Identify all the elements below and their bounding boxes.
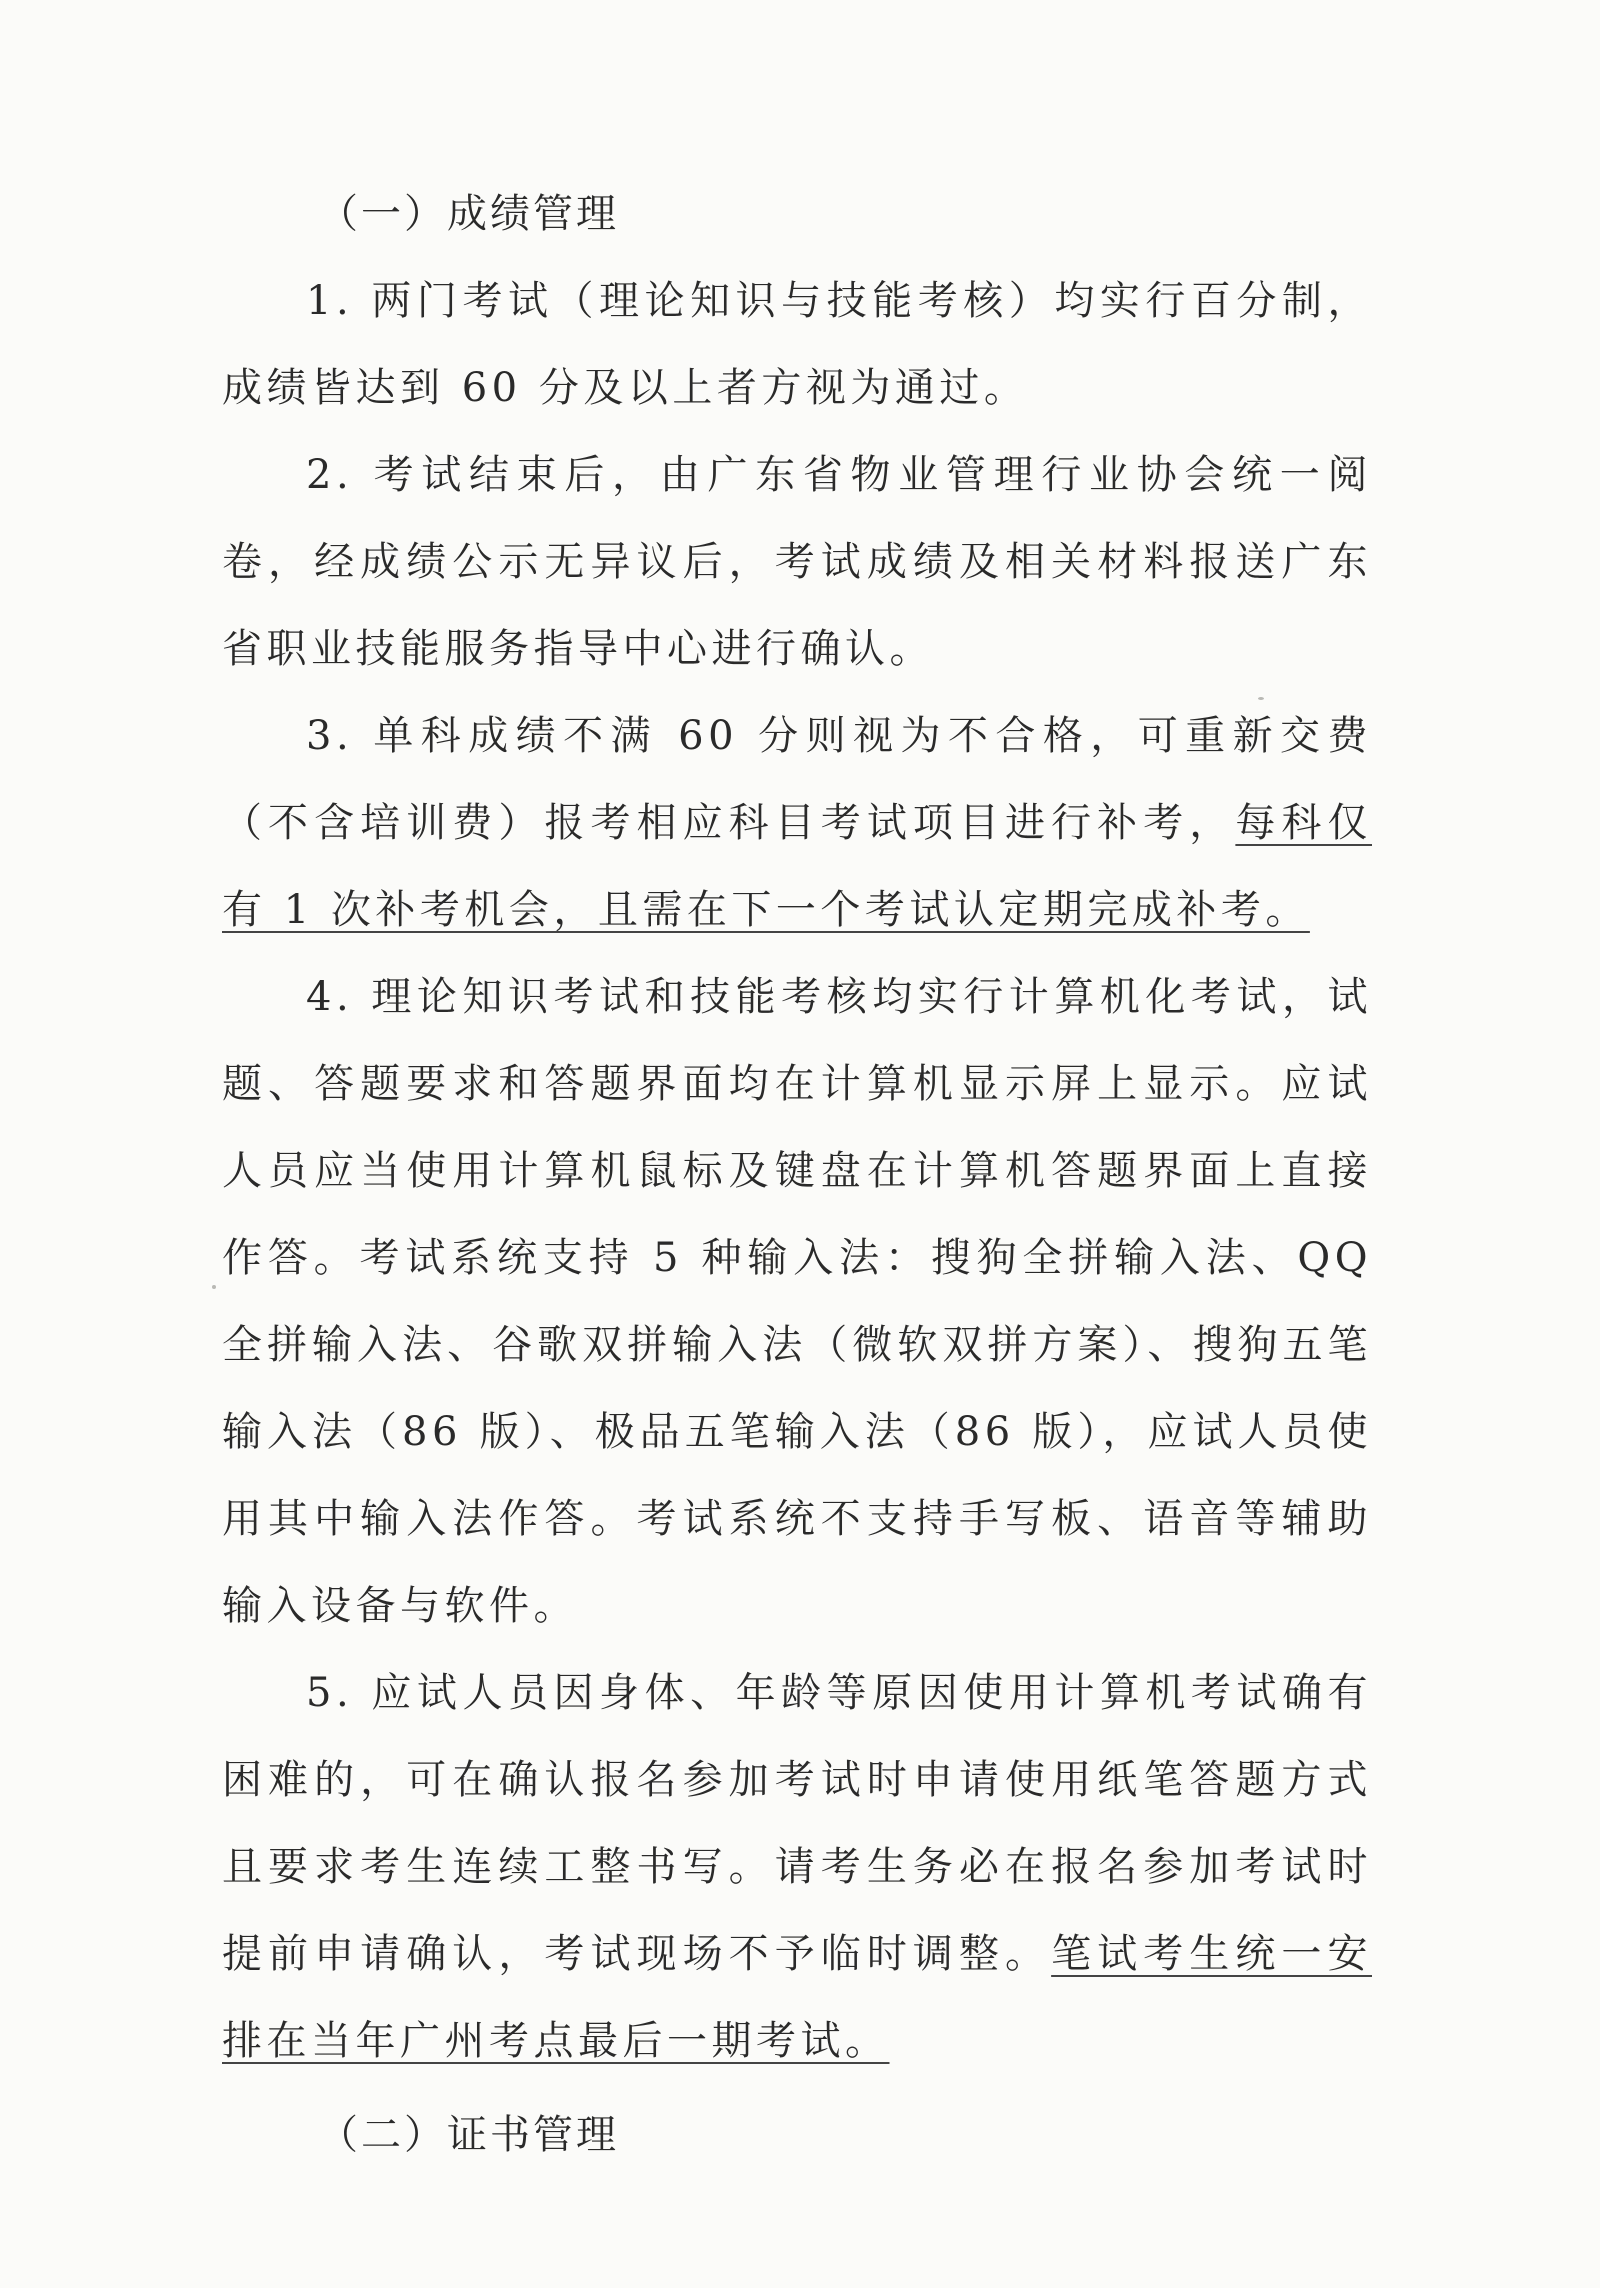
scan-speck [212,1285,216,1289]
section-title-certificate-management: （二）证书管理 [318,2112,619,2158]
scan-speck [1258,697,1264,700]
document-body [222,170,1372,2179]
paragraph-1-text: 1. 两门考试（理论知识与技能考核）均实行百分制，成绩皆达到 60 分及以上者方视为通过。 [222,278,1372,411]
paragraph-5 [222,1650,1372,2085]
paragraph-3-underlined-text: 每科仅有 1 次补考机会，且需在下一个考试认定期完成补考。 [222,800,1372,933]
paragraph-4-text: 4. 理论知识考试和技能考核均实行计算机化考试，试题、答题要求和答题界面均在计算机显示屏上显示。应试人员应当使用计算机鼠标及键盘在计算机答题界面上直接作答。考试系统支持 5 种输入法：搜狗全拼输入法、QQ 全拼输入法、谷歌双拼输入法（微软双拼方案）、搜狗五笔输入法（86 版）、极品五笔输入法（86 版），应试人员使用其中输入法作答。考试系统不支持手写板、语音等辅助输入设备与软件。 [222,974,1372,1629]
paragraph-4 [222,954,1372,1650]
paragraph-5-text: 5. 应试人员因身体、年龄等原因使用计算机考试确有困难的，可在确认报名参加考试时申请使用纸笔答题方式且要求考生连续工整书写。请考生务必在报名参加考试时提前申请确认，考试现场不予临时调整。 [222,1670,1372,1977]
paragraph-3-text: 3. 单科成绩不满 60 分则视为不合格，可重新交费（不含培训费）报考相应科目考试项目进行补考， [222,713,1372,846]
paragraph-5-underlined-text: 笔试考生统一安排在当年广州考点最后一期考试。 [222,1931,1372,2064]
paragraph-3 [222,693,1372,954]
paragraph-1 [222,258,1372,432]
paragraph-2-text: 2. 考试结束后，由广东省物业管理行业协会统一阅卷，经成绩公示无异议后，考试成绩及相关材料报送广东省职业技能服务指导中心进行确认。 [222,452,1372,672]
section-title-score-management: （一）成绩管理 [318,191,619,237]
paragraph-2 [222,432,1372,693]
